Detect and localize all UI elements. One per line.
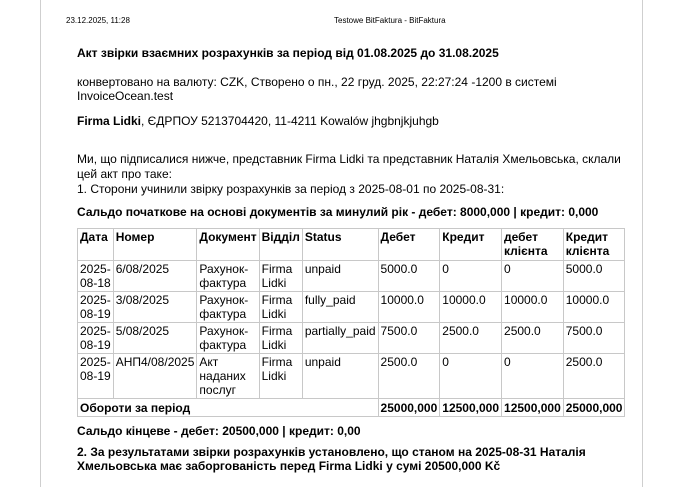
col-header: Дебет (378, 229, 440, 261)
table-row (78, 354, 625, 399)
cell: 5/08/2025 (113, 323, 197, 354)
cell: 2025-08-18 (78, 261, 114, 292)
totals-label: Обороти за період (78, 399, 379, 417)
totals-row (78, 399, 625, 417)
cell: 2500.0 (502, 323, 564, 354)
cell: 0 (440, 354, 502, 399)
cell: Рахунок-фактура (197, 292, 259, 323)
opening-balance: Сальдо початкове на основі документів за минулий рік - дебет: 8000,000 | кредит: 0,000 (77, 205, 599, 219)
col-header: Відділ (259, 229, 302, 261)
cell: 0 (502, 354, 564, 399)
col-header: Кредит клієнта (563, 229, 625, 261)
total-debit: 25000,000 (378, 399, 440, 417)
print-doc-title: Testowe BitFaktura - BitFaktura (334, 16, 446, 25)
total-client-credit: 25000,000 (563, 399, 625, 417)
cell: 2025-08-19 (78, 292, 114, 323)
cell: 10000.0 (502, 292, 564, 323)
cell: Firma Lidki (259, 261, 302, 292)
table-row (78, 261, 625, 292)
firm-line (77, 114, 439, 129)
cell: Рахунок-фактура (197, 261, 259, 292)
cell: 2025-08-19 (78, 354, 114, 399)
col-header: дебет клієнта (502, 229, 564, 261)
cell: 2500.0 (563, 354, 625, 399)
col-header: Кредит (440, 229, 502, 261)
page-right-margin (642, 0, 693, 487)
cell: 7500.0 (563, 323, 625, 354)
firm-name: Firma Lidki (77, 114, 142, 128)
cell: 5000.0 (563, 261, 625, 292)
document-title: Акт звірки взаємних розрахунків за період від 01.08.2025 до 31.08.2025 (77, 46, 499, 60)
reconciliation-table (77, 228, 625, 417)
cell: 5000.0 (378, 261, 440, 292)
cell: unpaid (302, 354, 378, 399)
page-left-margin (0, 0, 41, 487)
cell: 6/08/2025 (113, 261, 197, 292)
col-header: Status (302, 229, 378, 261)
cell: Акт наданих послуг (197, 354, 259, 399)
table-row (78, 323, 625, 354)
cell: 0 (502, 261, 564, 292)
col-header: Дата (78, 229, 114, 261)
intro-line-2: 1. Сторони учинили звірку розрахунків за період з 2025-08-01 по 2025-08-31: (77, 182, 505, 196)
cell: Firma Lidki (259, 354, 302, 399)
cell: 10000.0 (440, 292, 502, 323)
cell: 3/08/2025 (113, 292, 197, 323)
intro-text (77, 152, 622, 197)
col-header: Номер (113, 229, 197, 261)
cell: 2500.0 (440, 323, 502, 354)
cell: partially_paid (302, 323, 378, 354)
cell: unpaid (302, 261, 378, 292)
table-row (78, 292, 625, 323)
intro-line-1: Ми, що підписалися нижче, представник Firma Lidki та представник Наталія Хмельовська, склали цей акт про таке: (77, 152, 621, 181)
conclusion: 2. За результатами звірки розрахунків установлено, що станом на 2025-08-31 Наталія Хмельовська має заборгованість перед Firma Lidki у сумі 20500,000 Kč (77, 445, 586, 473)
print-datetime: 23.12.2025, 11:28 (66, 16, 130, 25)
col-header: Документ (197, 229, 259, 261)
conversion-note: конвертовано на валюту: CZK, Створено о пн., 22 груд. 2025, 22:27:24 -1200 в системі InvoiceOcean.test (77, 75, 557, 103)
cell: Firma Lidki (259, 292, 302, 323)
cell: Рахунок-фактура (197, 323, 259, 354)
cell: Firma Lidki (259, 323, 302, 354)
cell: 10000.0 (563, 292, 625, 323)
cell: АНП4/08/2025 (113, 354, 197, 399)
cell: 10000.0 (378, 292, 440, 323)
table-header-row (78, 229, 625, 261)
closing-balance: Сальдо кінцеве - дебет: 20500,000 | кредит: 0,00 (77, 424, 361, 438)
cell: fully_paid (302, 292, 378, 323)
cell: 2500.0 (378, 354, 440, 399)
cell: 2025-08-19 (78, 323, 114, 354)
firm-details: , ЄДРПОУ 5213704420, 11-4211 Kowalów jhgbnjkjuhgb (141, 114, 439, 128)
total-credit: 12500,000 (440, 399, 502, 417)
cell: 7500.0 (378, 323, 440, 354)
cell: 0 (440, 261, 502, 292)
total-client-debit: 12500,000 (502, 399, 564, 417)
